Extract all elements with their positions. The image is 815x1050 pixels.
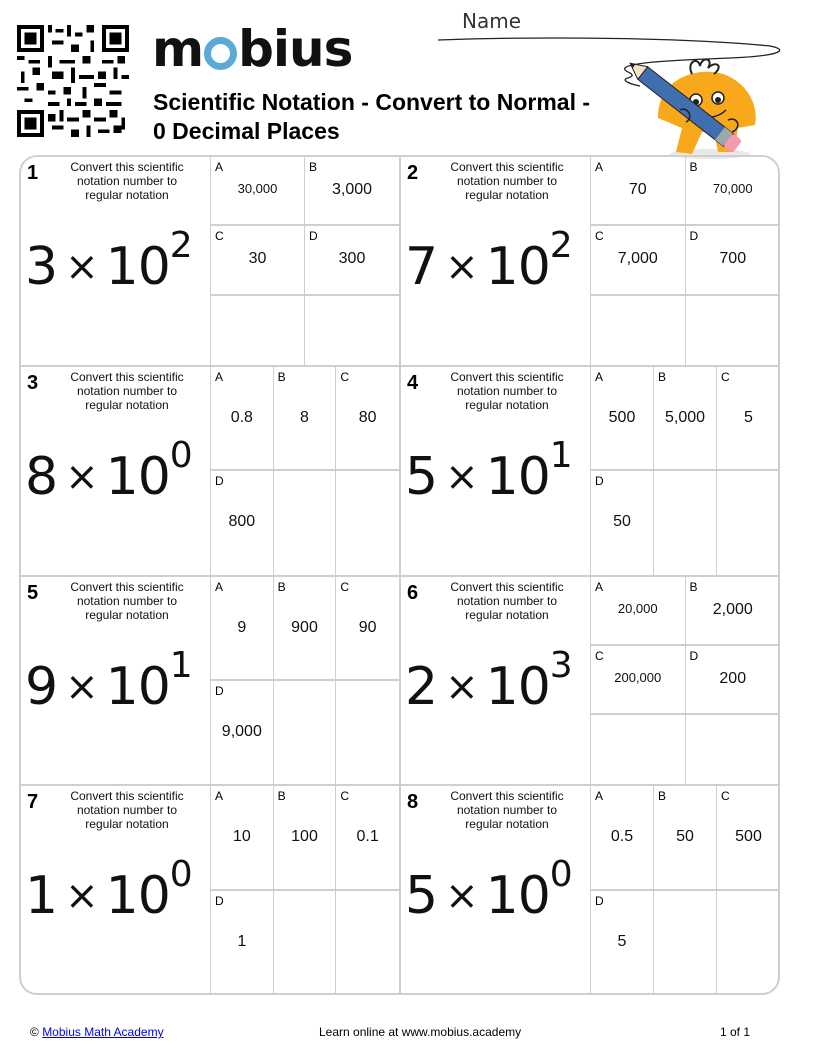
problem-number: 2 [407, 162, 419, 184]
exponent: 1 [169, 645, 192, 686]
option-letter: C [340, 370, 349, 384]
answer-options [591, 367, 780, 575]
option-a[interactable] [591, 367, 654, 471]
option-c[interactable] [336, 786, 399, 891]
option-letter: B [658, 370, 667, 384]
option-a[interactable] [591, 577, 686, 646]
problem-number: 7 [27, 791, 39, 813]
option-d[interactable] [686, 646, 781, 715]
option-value: 2,000 [712, 601, 753, 618]
option-value: 7,000 [617, 250, 658, 268]
option-letter: D [595, 893, 604, 908]
option-letter: B [277, 789, 286, 803]
question-panel [21, 157, 211, 365]
times-symbol: × [65, 244, 98, 290]
empty-option-cell [274, 891, 337, 996]
option-b[interactable] [686, 577, 781, 646]
empty-option-cell [717, 471, 780, 575]
answer-options [211, 577, 399, 784]
option-letter: A [595, 789, 604, 803]
option-b[interactable] [686, 157, 781, 226]
exponent: 2 [169, 225, 192, 266]
option-letter: C [595, 649, 604, 663]
name-label: Name [462, 9, 522, 33]
option-value: 70 [628, 181, 647, 198]
qr-code [17, 25, 129, 137]
coefficient: 2 [405, 657, 438, 717]
base: 10 [485, 447, 550, 507]
option-value: 50 [613, 513, 631, 530]
problem-4 [401, 367, 780, 577]
option-d[interactable] [211, 681, 274, 785]
coefficient: 5 [405, 866, 438, 926]
option-letter: C [721, 370, 730, 384]
problem-number: 8 [407, 791, 419, 813]
base: 10 [485, 237, 550, 297]
option-d[interactable] [211, 471, 274, 575]
option-letter: A [215, 580, 224, 594]
option-a[interactable] [211, 157, 305, 226]
option-value: 900 [291, 619, 318, 636]
times-symbol: × [445, 873, 478, 919]
scientific-expression [405, 854, 572, 930]
option-b[interactable] [654, 786, 717, 891]
option-value: 300 [338, 250, 366, 268]
problem-5 [21, 577, 401, 786]
answer-options [591, 157, 780, 365]
option-value: 10 [232, 828, 251, 845]
option-c[interactable] [591, 646, 686, 715]
option-b[interactable] [654, 367, 717, 471]
empty-option-cell [211, 296, 305, 365]
option-value: 700 [719, 250, 747, 268]
instruction-text: Convert this scientific notation number to regular notation [450, 160, 564, 202]
option-c[interactable] [336, 367, 399, 471]
exponent: 0 [169, 435, 192, 476]
option-value: 20,000 [617, 601, 658, 616]
base: 10 [105, 447, 170, 507]
option-value: 100 [291, 828, 318, 845]
option-letter: D [215, 683, 224, 698]
problem-grid [21, 157, 778, 993]
option-letter: D [689, 229, 699, 244]
option-b[interactable] [305, 157, 399, 226]
option-a[interactable] [211, 577, 274, 681]
option-value: 5 [617, 932, 627, 950]
option-letter: C [595, 229, 604, 244]
empty-option-cell [686, 296, 781, 365]
option-value: 500 [608, 409, 636, 426]
problem-7 [21, 786, 401, 995]
logo-text-m: m [152, 20, 204, 78]
scientific-expression [25, 645, 192, 721]
scientific-expression [25, 225, 192, 301]
option-letter: C [340, 580, 349, 594]
option-c[interactable] [717, 786, 780, 891]
empty-option-cell [591, 296, 686, 365]
option-letter: D [595, 474, 604, 488]
instruction-text: Convert this scientific notation number to regular notation [450, 789, 564, 831]
option-letter: B [689, 160, 698, 174]
worksheet-title [153, 88, 590, 146]
option-d[interactable] [305, 226, 399, 295]
option-value: 30,000 [237, 181, 278, 196]
mobius-logo [152, 20, 353, 78]
option-d[interactable] [591, 471, 654, 575]
option-letter: A [595, 370, 604, 384]
title-line-2: 0 Decimal Places [153, 118, 340, 144]
option-value: 5 [744, 409, 753, 426]
option-value: 70,000 [712, 181, 753, 196]
scientific-expression [25, 854, 192, 930]
option-letter: D [309, 229, 318, 244]
instruction-text: Convert this scientific notation number to regular notation [450, 580, 564, 622]
option-letter: B [277, 580, 286, 594]
logo-text-bius: bius [238, 20, 353, 78]
option-a[interactable] [211, 367, 274, 471]
answer-options [591, 577, 780, 784]
times-symbol: × [65, 873, 98, 919]
option-value: 3,000 [331, 181, 373, 198]
scientific-expression [405, 645, 572, 721]
empty-option-cell [717, 891, 780, 996]
option-letter: A [215, 160, 224, 174]
option-value: 0.5 [610, 828, 634, 845]
option-letter: C [721, 789, 730, 803]
answer-options [211, 157, 399, 365]
empty-option-cell [591, 715, 686, 784]
coefficient: 9 [25, 657, 58, 717]
option-letter: D [215, 474, 224, 488]
option-value: 200 [719, 670, 747, 687]
option-value: 5,000 [664, 409, 706, 426]
base: 10 [485, 866, 550, 926]
instruction-text: Convert this scientific notation number to regular notation [70, 580, 184, 622]
option-c[interactable] [211, 226, 305, 295]
option-c[interactable] [336, 577, 399, 681]
coefficient: 8 [25, 447, 58, 507]
option-value: 1 [237, 932, 247, 950]
option-value: 30 [248, 250, 267, 268]
option-letter: A [595, 160, 604, 174]
option-value: 9 [237, 619, 247, 636]
option-value: 500 [735, 828, 762, 845]
exponent: 2 [549, 225, 572, 266]
problem-number: 5 [27, 582, 39, 604]
problem-number: 3 [27, 372, 39, 394]
answer-options [211, 367, 399, 575]
times-symbol: × [65, 454, 98, 500]
empty-option-cell [336, 681, 399, 785]
option-d[interactable] [211, 891, 274, 996]
option-letter: B [689, 580, 698, 594]
mascot-pencil-character [610, 50, 770, 160]
problem-3 [21, 367, 401, 577]
times-symbol: × [445, 244, 478, 290]
option-letter: A [215, 370, 224, 384]
empty-option-cell [686, 715, 781, 784]
problem-number: 1 [27, 162, 39, 184]
empty-option-cell [336, 471, 399, 575]
exponent: 0 [549, 854, 572, 895]
scientific-expression [405, 435, 572, 511]
option-letter: C [340, 789, 349, 803]
scientific-expression [405, 225, 572, 301]
problem-number: 4 [407, 372, 419, 394]
option-c[interactable] [591, 226, 686, 295]
empty-option-cell [336, 891, 399, 996]
base: 10 [105, 866, 170, 926]
coefficient: 1 [25, 866, 58, 926]
option-value: 0.8 [230, 409, 253, 426]
option-letter: B [277, 370, 286, 384]
times-symbol: × [65, 664, 98, 710]
question-panel [21, 367, 211, 575]
mobius-academy-link[interactable]: Mobius Math Academy [42, 1025, 164, 1039]
scientific-expression [25, 435, 192, 511]
copyright-symbol: © [30, 1025, 39, 1039]
instruction-text: Convert this scientific notation number to regular notation [70, 160, 184, 202]
option-b[interactable] [274, 786, 337, 891]
option-value: 9,000 [221, 722, 262, 740]
option-letter: D [689, 649, 699, 663]
option-value: 90 [358, 619, 377, 636]
times-symbol: × [445, 664, 478, 710]
question-panel [401, 367, 591, 575]
option-a[interactable] [591, 786, 654, 891]
empty-option-cell [274, 681, 337, 785]
empty-option-cell [305, 296, 399, 365]
question-panel [401, 786, 591, 995]
option-a[interactable] [211, 786, 274, 891]
instruction-text: Convert this scientific notation number to regular notation [450, 370, 564, 412]
coefficient: 3 [25, 237, 58, 297]
question-panel [21, 577, 211, 784]
page-indicator: 1 of 1 [720, 1025, 751, 1039]
option-value: 50 [676, 828, 694, 845]
option-b[interactable] [274, 367, 337, 471]
coefficient: 7 [405, 237, 438, 297]
logo-drop-icon [204, 37, 237, 70]
learn-online-text: Learn online at www.mobius.academy [319, 1025, 522, 1039]
problem-6 [401, 577, 780, 786]
worksheet [19, 155, 780, 995]
option-letter: B [658, 789, 667, 803]
option-d[interactable] [591, 891, 654, 996]
option-a[interactable] [591, 157, 686, 226]
exponent: 1 [549, 435, 572, 476]
base: 10 [105, 657, 170, 717]
option-c[interactable] [717, 367, 780, 471]
option-value: 800 [228, 513, 256, 530]
question-panel [401, 157, 591, 365]
exponent: 0 [169, 854, 192, 895]
option-letter: C [215, 229, 224, 244]
option-letter: A [215, 789, 224, 803]
empty-option-cell [274, 471, 337, 575]
option-value: 200,000 [614, 670, 662, 685]
instruction-text: Convert this scientific notation number to regular notation [70, 789, 184, 831]
option-letter: A [595, 580, 604, 594]
option-letter: B [309, 160, 318, 174]
exponent: 3 [549, 645, 572, 686]
empty-option-cell [654, 891, 717, 996]
problem-number: 6 [407, 582, 419, 604]
title-line-1: Scientific Notation - Convert to Normal - [153, 89, 591, 115]
coefficient: 5 [405, 447, 438, 507]
copyright [30, 1025, 164, 1039]
problem-1 [21, 157, 401, 367]
option-letter: D [215, 893, 224, 908]
option-value: 8 [300, 409, 309, 426]
times-symbol: × [445, 454, 478, 500]
question-panel [401, 577, 591, 784]
option-d[interactable] [686, 226, 781, 295]
option-value: 0.1 [356, 828, 379, 845]
option-value: 80 [358, 409, 377, 426]
base: 10 [105, 237, 170, 297]
empty-option-cell [654, 471, 717, 575]
answer-options [591, 786, 780, 995]
instruction-text: Convert this scientific notation number to regular notation [70, 370, 184, 412]
base: 10 [485, 657, 550, 717]
answer-options [211, 786, 399, 995]
problem-2 [401, 157, 780, 367]
question-panel [21, 786, 211, 995]
option-b[interactable] [274, 577, 337, 681]
problem-8 [401, 786, 780, 995]
